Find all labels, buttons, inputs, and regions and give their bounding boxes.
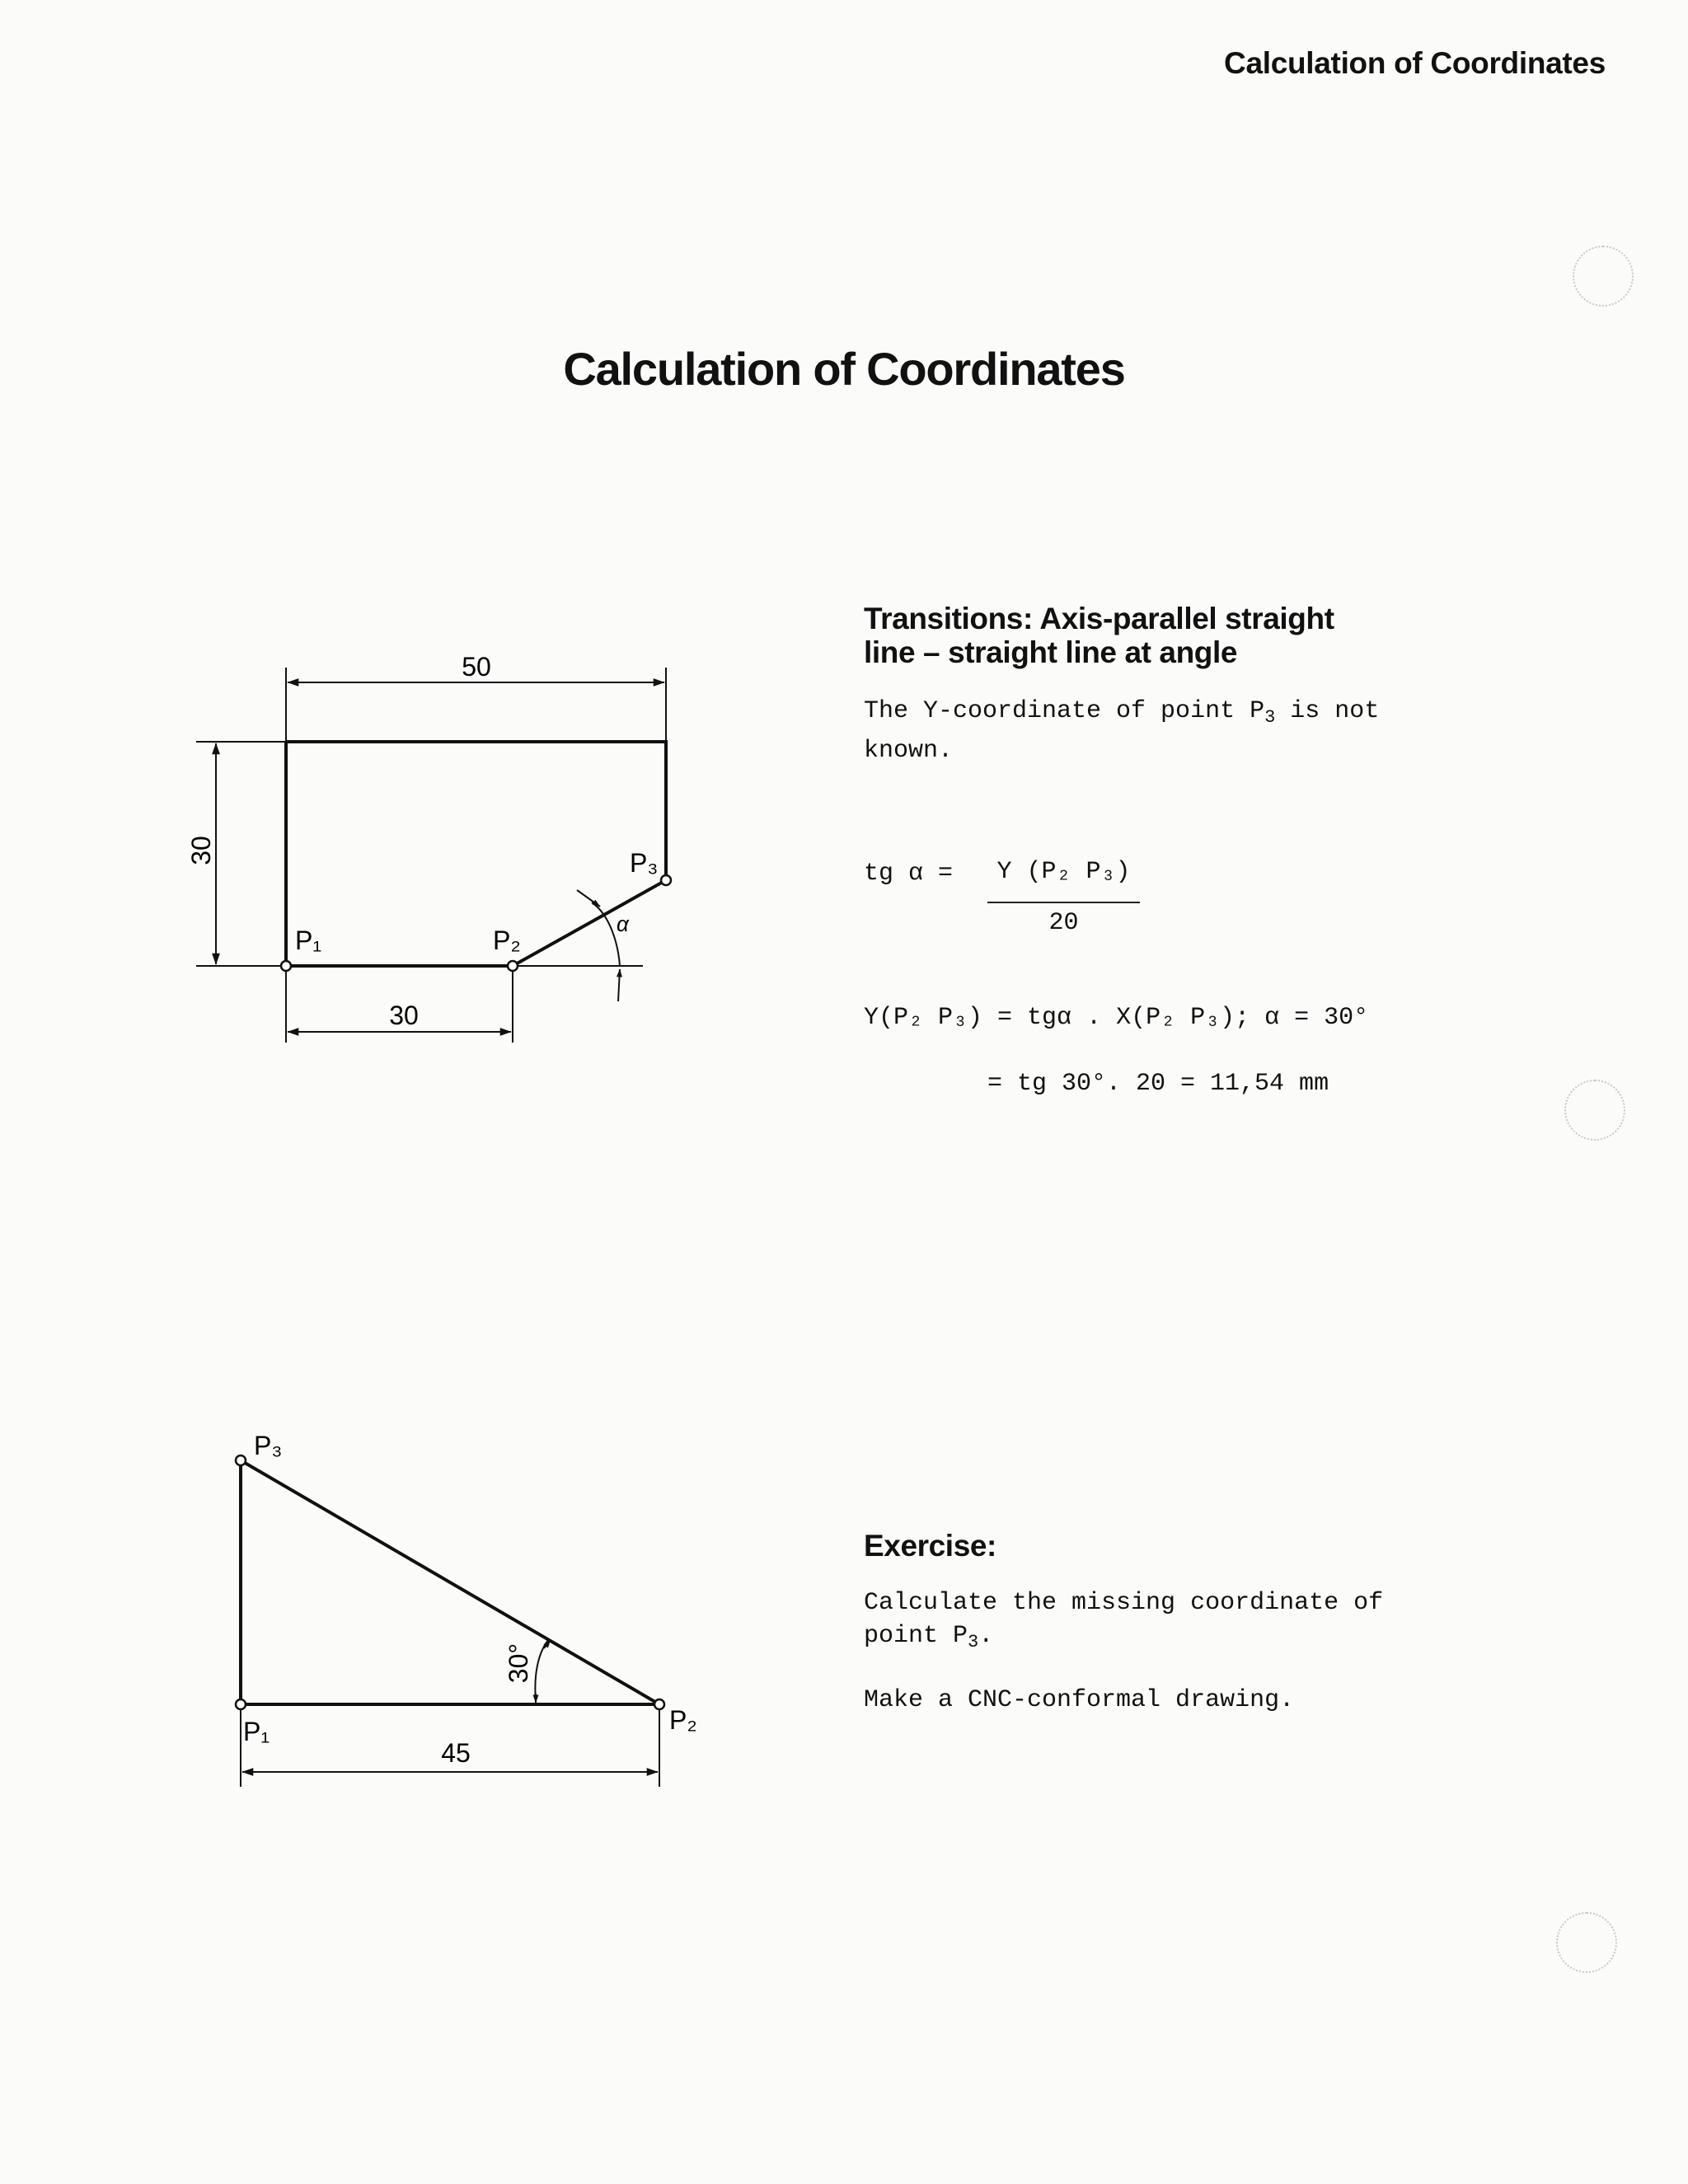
dim-label-30-horizontal: 30: [389, 1001, 419, 1030]
punch-hole-trace: [1564, 1080, 1625, 1141]
exercise-heading: Exercise:: [864, 1529, 996, 1563]
page-title: Calculation of Coordinates: [563, 343, 1125, 395]
triangle-outline: [241, 1460, 659, 1704]
equation-y-lhs: Y(P₂ P₃): [864, 1004, 983, 1032]
label-p2-2: P₂: [669, 1705, 697, 1735]
exercise-line-2: point $P_3$.: [864, 1622, 994, 1652]
punch-hole-trace: [1556, 1912, 1617, 1973]
extension-lines: [196, 668, 666, 1043]
label-p3: P₃: [630, 848, 659, 878]
point-p1-marker: [281, 961, 291, 971]
dim-label-50: 50: [462, 652, 491, 682]
label-p2: P₂: [493, 926, 521, 955]
diagram-1: [186, 652, 671, 1043]
point-p2-marker-2: [654, 1699, 664, 1709]
label-p1-2: P₁: [243, 1717, 270, 1746]
point-p3-marker-2: [236, 1455, 246, 1465]
equation-result: = tg 30°. 20 = 11,54 mm: [987, 1070, 1329, 1098]
heading-line-2: line – straight line at angle: [864, 635, 1238, 669]
equation-tg-alpha-denominator: 20: [1048, 909, 1079, 937]
diagram-2: [236, 1431, 697, 1787]
heading-line-1: Transitions: Axis-parallel straight: [864, 602, 1334, 635]
angle-dimension-2: [504, 1640, 551, 1703]
equation-y-rhs: = tgα . X(P₂ P₃); α = 30°: [997, 1004, 1369, 1032]
label-p3-2: P₃: [254, 1431, 283, 1460]
punch-hole-trace: [1573, 246, 1634, 307]
equation-tg-alpha-numerator: Y (P₂ P₃): [996, 858, 1131, 886]
dim-label-45: 45: [441, 1738, 471, 1768]
dim-label-30-vertical: 30: [186, 836, 216, 865]
point-p2-marker: [508, 961, 518, 971]
point-p1-marker-2: [236, 1699, 246, 1709]
exercise-instruction: Make a CNC-conformal drawing.: [864, 1686, 1295, 1714]
intro-line-2: known.: [864, 737, 954, 765]
equation-tg-alpha-lhs: tg α =: [864, 860, 954, 888]
intro-line-1: The Y-coordinate of point $P_3$ is not: [864, 697, 1380, 728]
exercise-line-1: Calculate the missing coordinate of: [864, 1589, 1384, 1617]
alpha-label: α: [617, 912, 629, 936]
part-outline: [286, 742, 666, 966]
angle-label-30: 30°: [504, 1643, 533, 1684]
running-header: Calculation of Coordinates: [1224, 46, 1606, 80]
point-p3-marker: [661, 875, 671, 885]
label-p1: P₁: [295, 926, 322, 955]
